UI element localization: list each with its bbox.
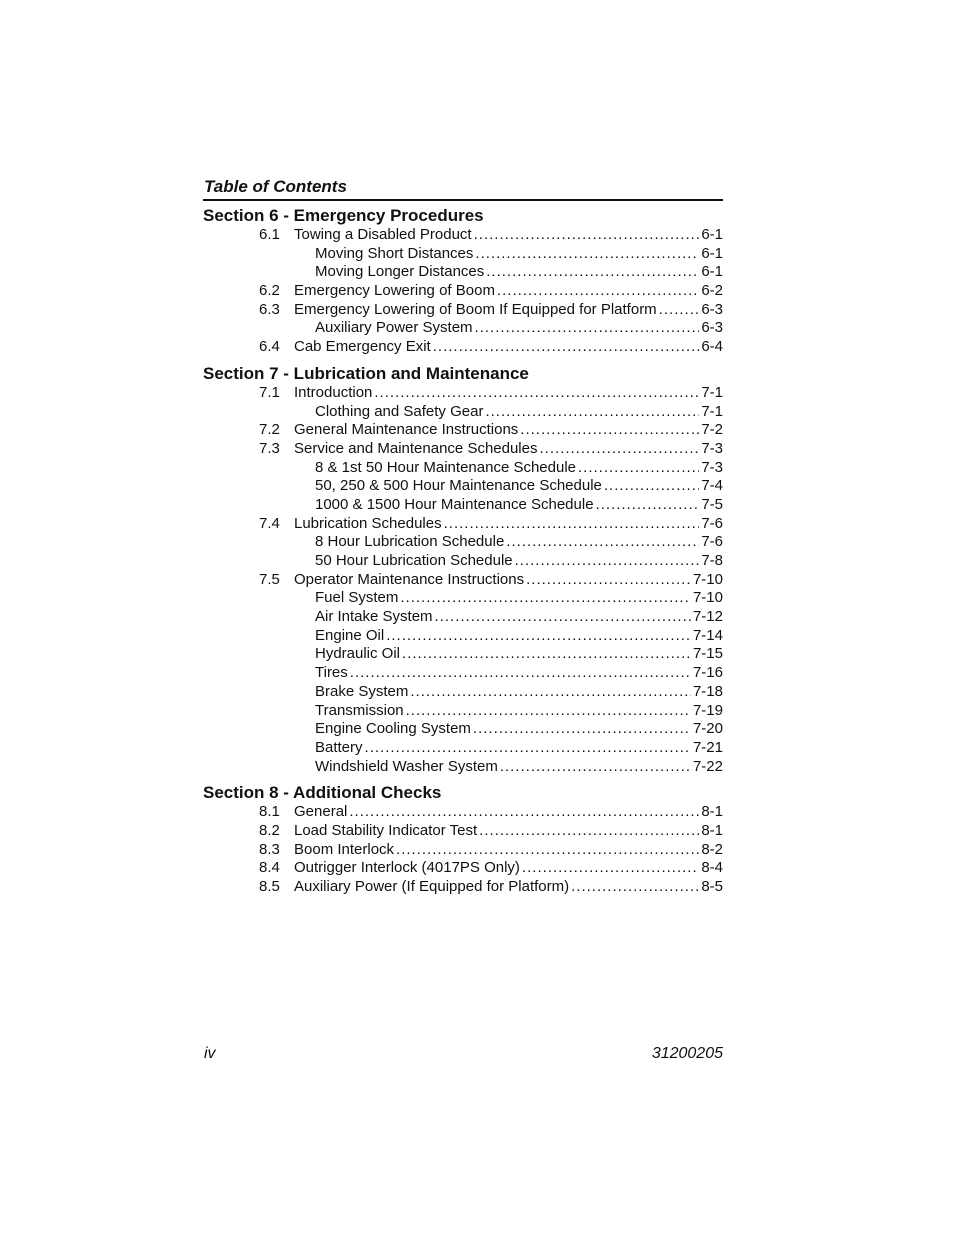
entry-line <box>294 338 723 357</box>
entry-number: 6.4 <box>259 338 280 356</box>
dot-leader <box>473 720 691 739</box>
entry-title: 8 & 1st 50 Hour Maintenance Schedule <box>315 458 576 476</box>
entry-line <box>315 552 723 571</box>
entry-page-number: 7-1 <box>701 402 723 420</box>
toc-entry[interactable] <box>203 421 723 440</box>
entry-page-number: 7-8 <box>701 552 723 569</box>
entry-line <box>315 664 723 683</box>
entry-page-number: 7-3 <box>701 439 723 457</box>
entry-line <box>294 822 723 841</box>
entry-page-number: 7-10 <box>692 570 723 588</box>
entry-title: Engine Cooling System <box>315 720 471 738</box>
entry-title: 1000 & 1500 Hour Maintenance Schedule <box>315 495 594 513</box>
entry-line <box>315 477 723 496</box>
toc-subentry[interactable] <box>203 758 723 777</box>
entry-line <box>315 702 723 721</box>
toc-entry[interactable] <box>203 803 723 822</box>
toc-subentry[interactable] <box>203 720 723 739</box>
entry-page-number: 7-6 <box>701 533 723 551</box>
entry-line <box>294 384 723 403</box>
dot-leader <box>396 841 699 860</box>
entry-number: 6.1 <box>259 226 280 243</box>
entry-page-number: 7-21 <box>692 738 723 756</box>
dot-leader <box>486 263 699 282</box>
entry-page-number: 6-1 <box>701 263 723 281</box>
entry-page-number: 6-4 <box>701 338 723 356</box>
entry-page-number: 7-3 <box>701 458 723 476</box>
dot-leader <box>522 859 699 878</box>
entry-title: Moving Short Distances <box>315 244 474 262</box>
dot-leader <box>475 319 700 338</box>
entry-title: Outrigger Interlock (4017PS Only) <box>294 859 520 877</box>
header-divider <box>203 199 723 201</box>
entry-page-number: 7-19 <box>692 701 723 719</box>
entry-title: Battery <box>315 738 363 756</box>
entry-page-number: 8-2 <box>701 840 723 858</box>
toc-entry[interactable] <box>203 878 723 897</box>
entry-number: 7.4 <box>259 514 280 532</box>
dot-leader <box>435 608 691 627</box>
toc-subentry[interactable] <box>203 645 723 664</box>
entry-number: 7.1 <box>259 383 280 401</box>
entry-page-number: 7-5 <box>701 495 723 513</box>
entry-line <box>315 589 723 608</box>
dot-leader <box>402 645 691 664</box>
entry-title: Emergency Lowering of Boom <box>294 282 495 300</box>
dot-leader <box>506 533 699 552</box>
section-heading[interactable]: Section 7 - Lubrication and Maintenance <box>203 363 529 383</box>
entry-number: 6.2 <box>259 282 280 300</box>
entry-title: 50, 250 & 500 Hour Maintenance Schedule <box>315 477 602 495</box>
dot-leader <box>497 282 699 301</box>
entry-number: 8.1 <box>259 803 280 821</box>
entry-page-number: 8-4 <box>701 859 723 877</box>
entry-page-number: 6-1 <box>701 226 723 243</box>
entry-number: 8.2 <box>259 821 280 839</box>
entry-line <box>294 859 723 878</box>
entry-page-number: 7-16 <box>692 664 723 682</box>
entry-line <box>315 608 723 627</box>
entry-page-number: 7-10 <box>692 589 723 607</box>
toc-subentry[interactable] <box>203 319 723 338</box>
entry-title: Windshield Washer System <box>315 757 498 775</box>
toc-subentry[interactable] <box>203 496 723 515</box>
entry-line <box>315 263 723 282</box>
dot-leader <box>433 338 700 357</box>
toc-section <box>203 363 723 776</box>
toc-subentry[interactable] <box>203 459 723 478</box>
entry-page-number: 6-2 <box>701 282 723 300</box>
entry-line <box>315 720 723 739</box>
dot-leader <box>515 552 700 571</box>
toc-subentry[interactable] <box>203 739 723 758</box>
entry-title: Boom Interlock <box>294 840 395 858</box>
entry-title: Hydraulic Oil <box>315 645 401 663</box>
entry-title: Clothing and Safety Gear <box>315 402 484 420</box>
dot-leader <box>386 627 691 646</box>
dot-leader <box>526 571 691 590</box>
entry-title: Auxiliary Power (If Equipped for Platform) <box>294 878 570 895</box>
entry-line <box>294 803 723 822</box>
entry-page-number: 7-18 <box>692 682 723 700</box>
entry-number: 7.5 <box>259 570 280 588</box>
entry-number: 8.5 <box>259 878 280 895</box>
entry-number: 8.4 <box>259 859 280 877</box>
toc-subentry[interactable] <box>203 664 723 683</box>
section-heading[interactable]: Section 8 - Additional Checks <box>203 783 442 803</box>
entry-page-number: 7-22 <box>692 757 723 775</box>
toc-entry[interactable] <box>203 571 723 590</box>
toc-subentry[interactable] <box>203 627 723 646</box>
entry-line <box>315 245 723 264</box>
entry-page-number: 6-3 <box>701 300 723 318</box>
entry-line <box>294 226 723 245</box>
entry-page-number: 7-1 <box>701 383 723 401</box>
entry-title: General <box>294 803 348 821</box>
entry-line <box>315 403 723 422</box>
entry-page-number: 7-14 <box>692 626 723 644</box>
toc-subentry[interactable] <box>203 589 723 608</box>
toc-subentry[interactable] <box>203 263 723 282</box>
entry-title: Transmission <box>315 701 404 719</box>
entry-line <box>315 739 723 758</box>
toc-entry[interactable] <box>203 822 723 841</box>
entry-line <box>294 878 723 897</box>
toc-subentry[interactable] <box>203 403 723 422</box>
dot-leader <box>365 739 691 758</box>
page-header-title: Table of Contents <box>204 177 347 196</box>
entry-number: 8.3 <box>259 840 280 858</box>
dot-leader <box>520 421 699 440</box>
entry-page-number: 7-2 <box>701 421 723 439</box>
entry-line <box>315 319 723 338</box>
toc-subentry[interactable] <box>203 245 723 264</box>
toc-entry[interactable] <box>203 515 723 534</box>
dot-leader <box>400 589 691 608</box>
entry-page-number: 8-1 <box>701 803 723 821</box>
entry-line <box>294 571 723 590</box>
entry-page-number: 8-5 <box>701 878 723 895</box>
dot-leader <box>444 515 700 534</box>
dot-leader <box>604 477 699 496</box>
entry-page-number: 7-4 <box>701 477 723 495</box>
dot-leader <box>350 664 691 683</box>
dot-leader <box>540 440 700 459</box>
dot-leader <box>349 803 699 822</box>
footer-document-number: 31200205 <box>651 1045 723 1062</box>
entry-line <box>294 515 723 534</box>
toc-subentry[interactable] <box>203 477 723 496</box>
toc-entry[interactable] <box>203 859 723 878</box>
toc-subentry[interactable] <box>203 683 723 702</box>
entry-page-number: 6-1 <box>701 244 723 262</box>
section-heading[interactable]: Section 6 - Emergency Procedures <box>203 206 484 225</box>
entry-title: Engine Oil <box>315 626 385 644</box>
entry-line <box>315 627 723 646</box>
entry-title: Tires <box>315 664 348 682</box>
entry-line <box>315 645 723 664</box>
entry-title: Fuel System <box>315 589 399 607</box>
entry-line <box>294 421 723 440</box>
dot-leader <box>406 702 691 721</box>
entry-title: Lubrication Schedules <box>294 514 442 532</box>
dot-leader <box>500 758 691 777</box>
entry-page-number: 6-3 <box>701 319 723 337</box>
dot-leader <box>485 403 699 422</box>
entry-title: Emergency Lowering of Boom If Equipped for Platform <box>294 300 657 318</box>
entry-title: Air Intake System <box>315 608 433 626</box>
dot-leader <box>475 245 699 264</box>
entry-number: 6.3 <box>259 300 280 318</box>
toc-entry[interactable] <box>203 282 723 301</box>
entry-line <box>294 841 723 860</box>
entry-page-number: 7-20 <box>692 720 723 738</box>
dot-leader <box>474 226 700 245</box>
entry-line <box>315 683 723 702</box>
toc-entry[interactable] <box>203 301 723 320</box>
entry-title: Operator Maintenance Instructions <box>294 570 525 588</box>
entry-page-number: 7-15 <box>692 645 723 663</box>
entry-title: Introduction <box>294 383 373 401</box>
footer-page-number: iv <box>204 1045 216 1062</box>
entry-title: General Maintenance Instructions <box>294 421 519 439</box>
dot-leader <box>410 683 691 702</box>
entry-page-number: 7-12 <box>692 608 723 626</box>
toc-section <box>203 782 723 896</box>
dot-leader <box>596 496 700 515</box>
toc-entry[interactable] <box>203 841 723 860</box>
toc-subentry[interactable] <box>203 552 723 571</box>
toc-subentry[interactable] <box>203 533 723 552</box>
entry-title: Cab Emergency Exit <box>294 338 431 356</box>
entry-title: Moving Longer Distances <box>315 263 485 281</box>
toc-section <box>203 205 723 357</box>
dot-leader <box>659 301 700 320</box>
entry-line <box>294 301 723 320</box>
toc-entry[interactable] <box>203 338 723 357</box>
entry-line <box>294 282 723 301</box>
entry-line <box>315 533 723 552</box>
toc-entry[interactable] <box>203 440 723 459</box>
entry-title: Towing a Disabled Product <box>294 226 472 243</box>
table-of-contents <box>203 205 723 897</box>
entry-title: Service and Maintenance Schedules <box>294 439 538 457</box>
entry-title: Brake System <box>315 682 409 700</box>
entry-line <box>315 459 723 478</box>
entry-title: 50 Hour Lubrication Schedule <box>315 552 513 569</box>
entry-page-number: 7-6 <box>701 514 723 532</box>
toc-subentry[interactable] <box>203 608 723 627</box>
entry-line <box>315 758 723 777</box>
dot-leader <box>479 822 699 841</box>
dot-leader <box>578 459 699 478</box>
entry-line <box>315 496 723 515</box>
dot-leader <box>374 384 699 403</box>
entry-number: 7.2 <box>259 421 280 439</box>
toc-entry[interactable] <box>203 226 723 245</box>
entry-page-number: 8-1 <box>701 821 723 839</box>
entry-title: 8 Hour Lubrication Schedule <box>315 533 505 551</box>
entry-number: 7.3 <box>259 439 280 457</box>
toc-entry[interactable] <box>203 384 723 403</box>
entry-title: Auxiliary Power System <box>315 319 473 337</box>
entry-line <box>294 440 723 459</box>
entry-title: Load Stability Indicator Test <box>294 821 478 839</box>
dot-leader <box>571 878 699 897</box>
toc-subentry[interactable] <box>203 702 723 721</box>
